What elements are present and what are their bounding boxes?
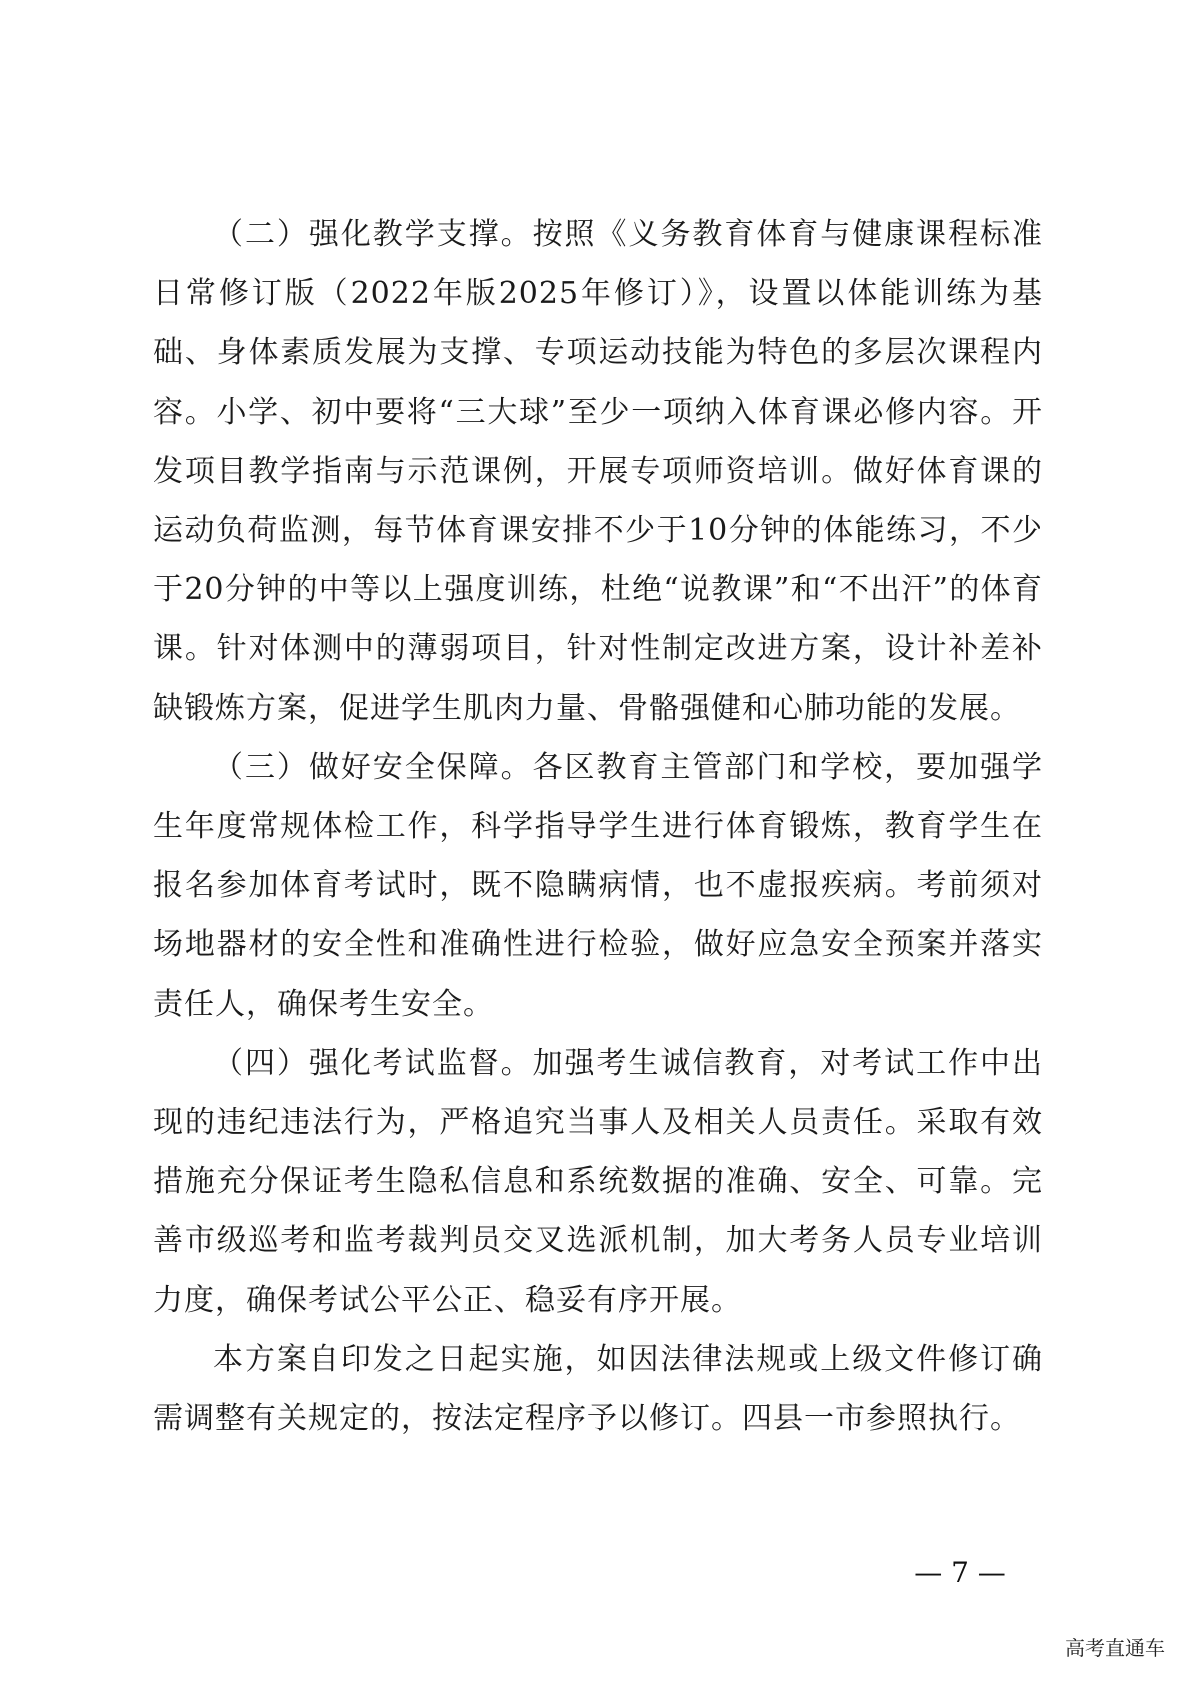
paragraph-exam-supervision: （四）强化考试监督。加强考生诚信教育，对考试工作中出现的违纪违法行为，严格追究当事人及相关人员责任。采取有效措施充分保证考生隐私信息和系统数据的准确、安全、可靠。完善市级巡考和监考裁判员交叉选派机制，加大考务人员专业培训力度，确保考试公平公正、稳妥有序开展。 <box>153 1045 1043 1318</box>
watermark-text: 高考直通车 <box>1065 1636 1165 1660</box>
paragraph-implementation: 本方案自印发之日起实施，如因法律法规或上级文件修订确需调整有关规定的，按法定程序予以修订。四县一市参照执行。 <box>153 1341 1043 1437</box>
document-body <box>153 205 1043 1448</box>
paragraph-teaching-support: （二）强化教学支撑。按照《义务教育体育与健康课程标准日常修订版（2022年版2025年修订）》，设置以体能训练为基础、身体素质发展为支撑、专项运动技能为特色的多层次课程内容。小学、初中要将“三大球”至少一项纳入体育课必修内容。开发项目教学指南与示范课例，开展专项师资培训。做好体育课的运动负荷监测，每节体育课安排不少于10分钟的体能练习，不少于20分钟的中等以上强度训练，杜绝“说教课”和“不出汗”的体育课。针对体测中的薄弱项目，针对性制定改进方案，设计补差补缺锻炼方案，促进学生肌肉力量、骨骼强健和心肺功能的发展。 <box>153 217 1043 726</box>
page-number: — 7 — <box>914 1556 1006 1589</box>
paragraph-safety-guarantee: （三）做好安全保障。各区教育主管部门和学校，要加强学生年度常规体检工作，科学指导学生进行体育锻炼，教育学生在报名参加体育考试时，既不隐瞒病情，也不虚报疾病。考前须对场地器材的安全性和准确性进行检验，做好应急安全预案并落实责任人，确保考生安全。 <box>153 749 1043 1022</box>
